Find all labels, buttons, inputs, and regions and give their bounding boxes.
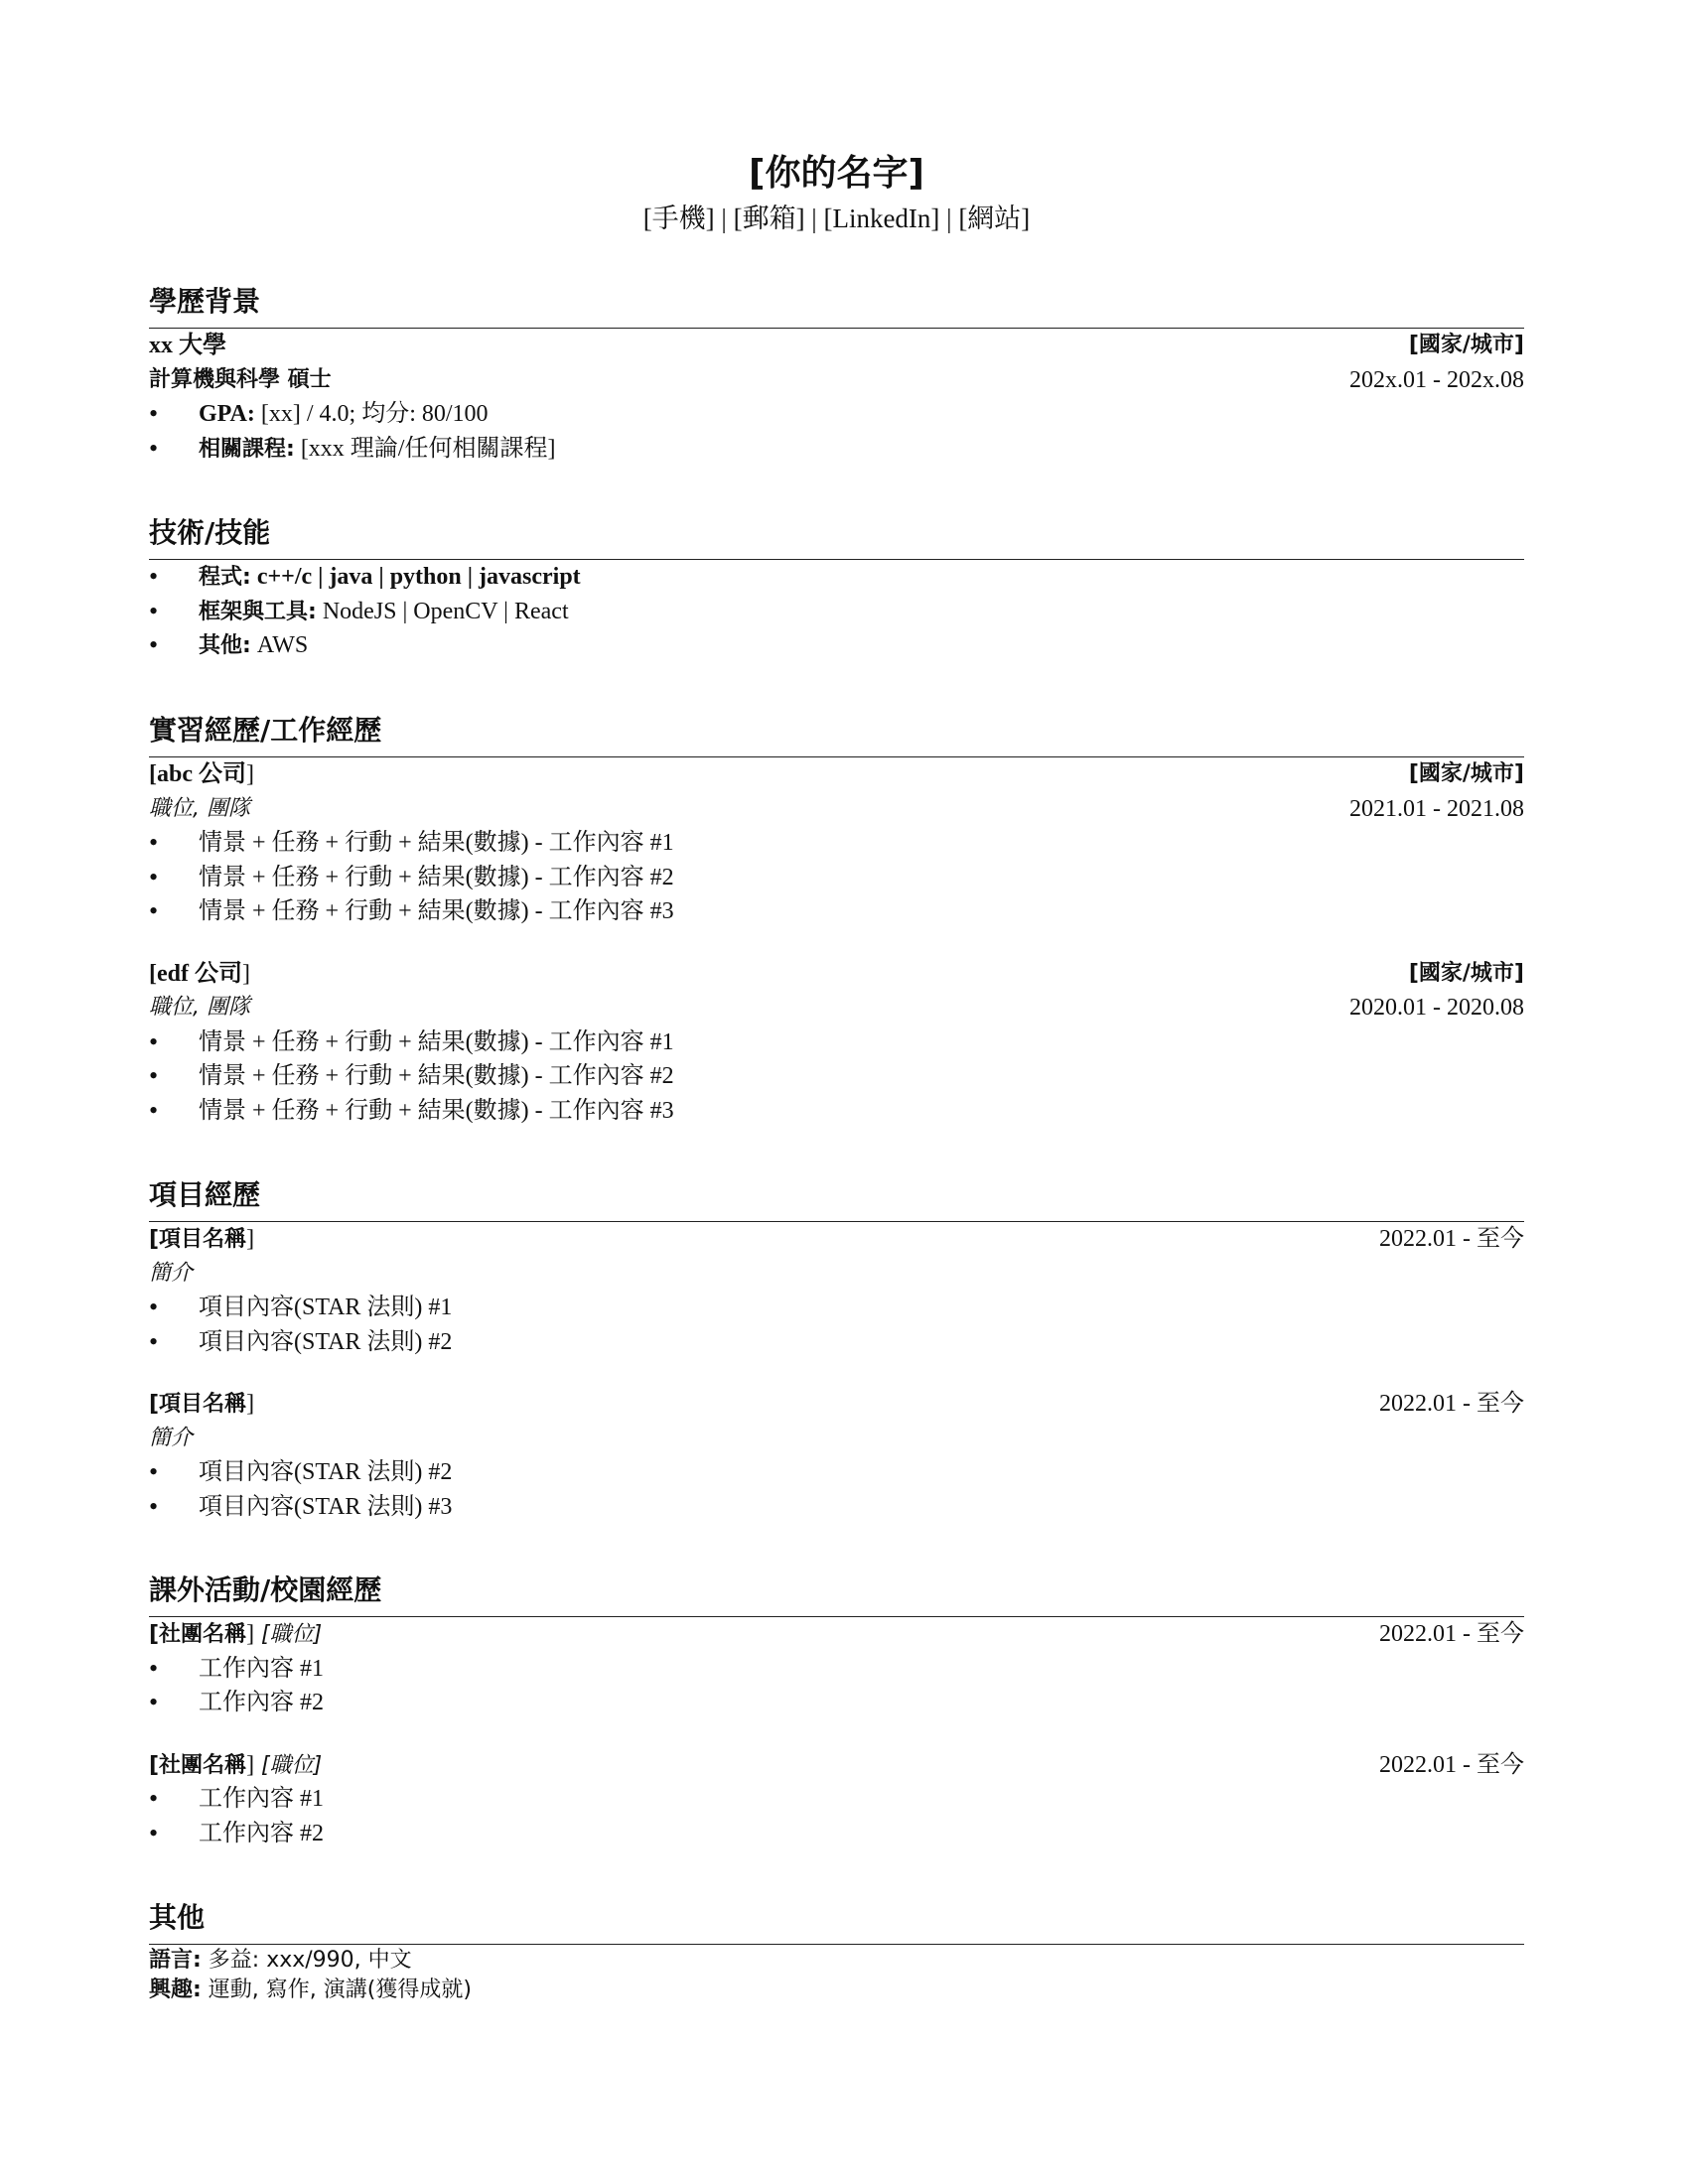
- list-item: [149, 432, 1524, 467]
- club-role: [職位]: [254, 1622, 323, 1647]
- section-title: 技術/技能: [149, 516, 271, 549]
- project-name: [項目名稱: [149, 1227, 247, 1252]
- project-intro-row: [149, 1257, 1524, 1292]
- spacer: [149, 1720, 1524, 1748]
- education-bullets: [149, 397, 1524, 466]
- list-item: • 工作內容 #1: [149, 1782, 1524, 1817]
- company-location: [國家/城市]: [1408, 960, 1524, 986]
- project-intro-row: [149, 1422, 1524, 1456]
- list-item: • 情景 + 任務 + 行動 + 結果(數據) - 工作內容 #1: [149, 826, 1524, 861]
- list-item: • 工作內容 #2: [149, 1817, 1524, 1851]
- section-title: 其他: [149, 1901, 206, 1934]
- job-role: 職位, 團隊: [149, 995, 250, 1020]
- role-row: [149, 792, 1524, 827]
- degree: 計算機與科學 碩士: [149, 366, 332, 392]
- club-bracket: ]: [246, 1621, 255, 1647]
- section-other: [149, 1896, 1524, 2004]
- skills-bullets: [149, 560, 1524, 663]
- job-entry: [149, 957, 1524, 1129]
- project-intro: 簡介: [149, 1425, 194, 1450]
- contact-line: [手機] | [郵箱] | [LinkedIn] | [網站]: [642, 204, 1031, 233]
- project-name: [項目名稱: [149, 1392, 247, 1417]
- education-dates: 202x.01 - 202x.08: [1349, 366, 1524, 393]
- job-dates: 2020.01 - 2020.08: [1349, 995, 1524, 1021]
- interests-line: [149, 1975, 1524, 2004]
- company-location: [國家/城市]: [1408, 761, 1524, 786]
- candidate-name: [你的名字]: [749, 153, 924, 194]
- section-activities: [149, 1569, 1524, 1850]
- project-row: [149, 1387, 1524, 1422]
- role-row: [149, 991, 1524, 1025]
- language-label: 語言:: [149, 1948, 202, 1973]
- section-title: 學歷背景: [149, 285, 261, 318]
- list-item: • 情景 + 任務 + 行動 + 結果(數據) - 工作內容 #1: [149, 1025, 1524, 1060]
- job-dates: 2021.01 - 2021.08: [1349, 795, 1524, 822]
- bullet-label: 其他:: [199, 633, 251, 658]
- section-title: 實習經歷/工作經歷: [149, 714, 382, 747]
- section-title: 項目經歷: [149, 1178, 261, 1211]
- list-item: • 情景 + 任務 + 行動 + 結果(數據) - 工作內容 #3: [149, 894, 1524, 929]
- bullet-label: 程式:: [199, 565, 251, 590]
- club-bracket: ]: [246, 1751, 255, 1778]
- activity-entry: [149, 1617, 1524, 1720]
- bullet-label: 相關課程:: [199, 436, 295, 462]
- company-row: [149, 957, 1524, 992]
- bullet-text: c++/c | java | python | javascript: [250, 564, 581, 590]
- school-row: [149, 329, 1524, 363]
- activity-bullets: [149, 1782, 1524, 1850]
- section-projects: [149, 1173, 1524, 1524]
- spacer: [149, 929, 1524, 957]
- club-role: [職位]: [254, 1752, 323, 1778]
- interests-label: 興趣:: [149, 1978, 202, 2002]
- job-bullets: [149, 826, 1524, 929]
- spacer: [149, 1359, 1524, 1387]
- project-entry: [149, 1222, 1524, 1359]
- list-item: • 項目內容(STAR 法則) #2: [149, 1455, 1524, 1490]
- job-bullets: [149, 1025, 1524, 1129]
- bullet-text: AWS: [250, 632, 309, 658]
- school-name: xx 大學: [149, 333, 226, 358]
- project-dates: 2022.01 - 至今: [1379, 1226, 1524, 1252]
- list-item: • 工作內容 #2: [149, 1686, 1524, 1720]
- list-item: • 項目內容(STAR 法則) #2: [149, 1325, 1524, 1360]
- bullet-text: [xxx 理論/任何相關課程]: [294, 435, 556, 462]
- list-item: [149, 628, 1524, 663]
- project-bullets: [149, 1455, 1524, 1524]
- bullet-label: 框架與工具:: [199, 599, 317, 624]
- company-name: [edf 公司: [149, 960, 242, 987]
- club-name: [社團名稱: [149, 1622, 247, 1647]
- project-bullets: [149, 1291, 1524, 1359]
- section-skills: [149, 511, 1524, 663]
- language-text: 多益: xxx/990, 中文: [201, 1948, 412, 1973]
- project-intro: 簡介: [149, 1260, 194, 1286]
- project-entry: [149, 1387, 1524, 1524]
- activity-bullets: [149, 1652, 1524, 1720]
- activity-dates: 2022.01 - 至今: [1379, 1621, 1524, 1647]
- project-dates: 2022.01 - 至今: [1379, 1391, 1524, 1417]
- job-entry: [149, 757, 1524, 929]
- list-item: • 工作內容 #1: [149, 1652, 1524, 1687]
- company-row: [149, 757, 1524, 792]
- list-item: [149, 595, 1524, 629]
- section-education: [149, 280, 1524, 466]
- list-item: • 情景 + 任務 + 行動 + 結果(數據) - 工作內容 #3: [149, 1094, 1524, 1129]
- company-bracket: ]: [241, 960, 250, 987]
- section-experience: [149, 709, 1524, 1128]
- school-location: [國家/城市]: [1408, 333, 1524, 357]
- activity-dates: 2022.01 - 至今: [1379, 1751, 1524, 1778]
- activity-row: [149, 1617, 1524, 1652]
- interests-text: 運動, 寫作, 演講(獲得成就): [201, 1978, 472, 2002]
- project-row: [149, 1222, 1524, 1257]
- list-item: • 項目內容(STAR 法則) #3: [149, 1490, 1524, 1525]
- job-role: 職位, 團隊: [149, 795, 250, 821]
- activity-entry: [149, 1748, 1524, 1851]
- list-item: [149, 560, 1524, 595]
- list-item: • 情景 + 任務 + 行動 + 結果(數據) - 工作內容 #2: [149, 861, 1524, 895]
- company-name: [abc 公司: [149, 761, 246, 787]
- list-item: • 項目內容(STAR 法則) #1: [149, 1291, 1524, 1325]
- bullet-text: NodeJS | OpenCV | React: [316, 598, 569, 624]
- project-bracket: ]: [246, 1226, 255, 1252]
- section-title: 課外活動/校園經歷: [149, 1573, 382, 1606]
- degree-row: [149, 363, 1524, 398]
- bullet-text: [xx] / 4.0; 均分: 80/100: [254, 401, 489, 427]
- activity-row: [149, 1748, 1524, 1783]
- bullet-label: GPA:: [199, 401, 255, 427]
- language-line: [149, 1945, 1524, 1975]
- list-item: • 情景 + 任務 + 行動 + 結果(數據) - 工作內容 #2: [149, 1059, 1524, 1094]
- project-bracket: ]: [246, 1391, 255, 1417]
- club-name: [社團名稱: [149, 1752, 247, 1778]
- list-item: [149, 397, 1524, 432]
- company-bracket: ]: [246, 761, 254, 787]
